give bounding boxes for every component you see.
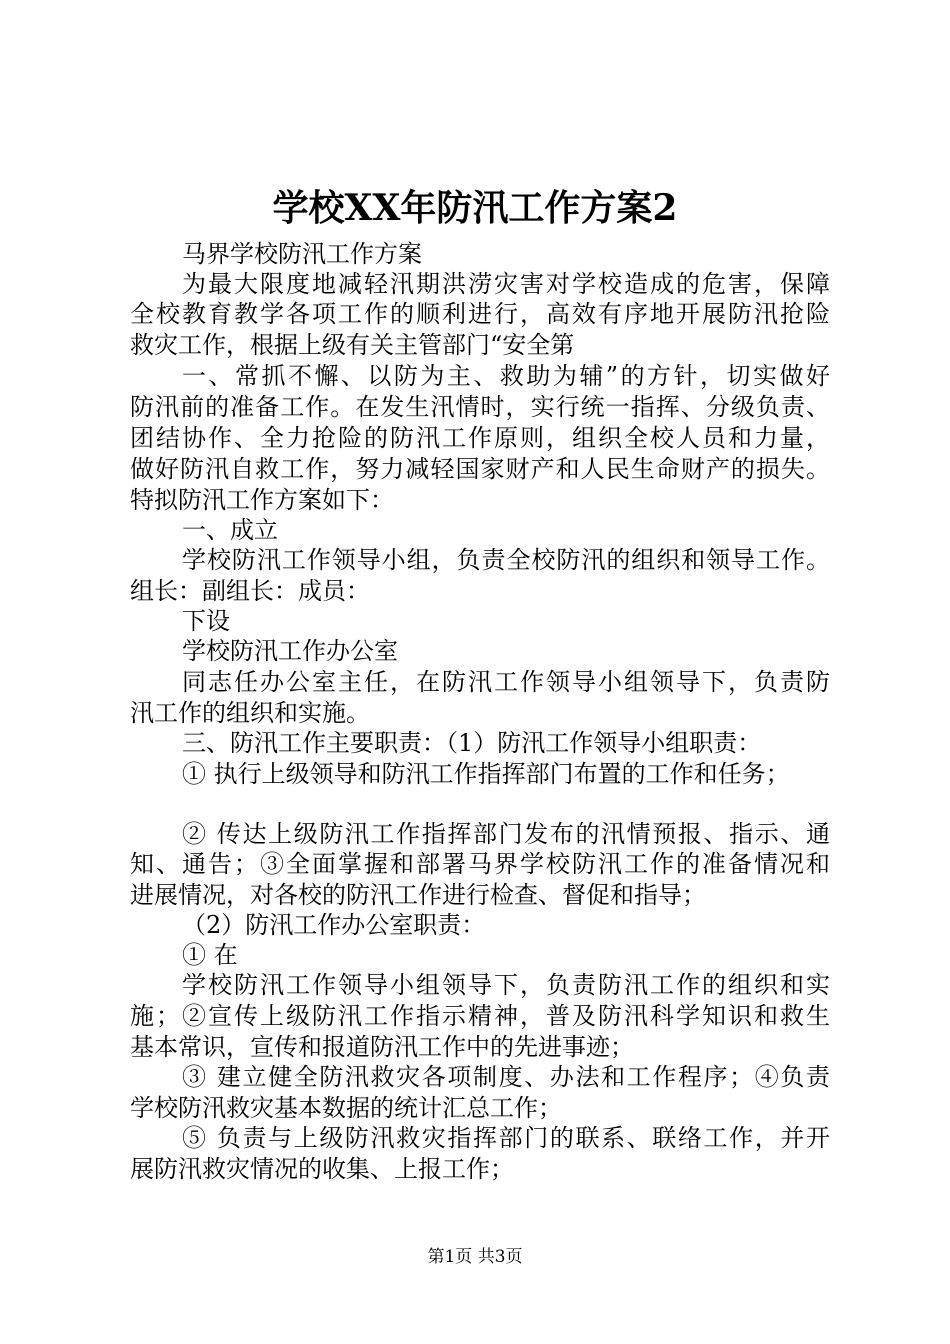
paragraph-line: 学校防汛工作办公室 xyxy=(182,637,398,665)
paragraph-line: 防汛前的准备工作。在发生汛情时，实行统一指挥、分级负责、 xyxy=(130,393,830,421)
paragraph-line: 汛工作的组织和实施。 xyxy=(130,699,370,727)
paragraph-line: 学校防汛救灾基本数据的统计汇总工作； xyxy=(130,1094,562,1122)
paragraph-line: 一、常抓不懈、以防为主、救助为辅”的方针，切实做好 xyxy=(182,362,830,390)
paragraph-line: 为最大限度地减轻汛期洪涝灾害对学校造成的危害，保障 xyxy=(182,270,830,298)
paragraph-line: 展防汛救灾情况的收集、上报工作； xyxy=(130,1155,514,1183)
paragraph-line: ① 在 xyxy=(182,941,238,969)
paragraph-line: 三、防汛工作主要职责：（1）防汛工作领导小组职责： xyxy=(182,729,762,757)
paragraph-line: 全校教育教学各项工作的顺利进行，高效有序地开展防汛抢险 xyxy=(130,300,830,328)
paragraph-line: 特拟防汛工作方案如下： xyxy=(130,486,394,514)
paragraph-line: 学校防汛工作领导小组，负责全校防汛的组织和领导工作。 xyxy=(182,546,830,574)
paragraph-line: ③ 建立健全防汛救灾各项制度、办法和工作程序；④负责 xyxy=(182,1063,830,1091)
paragraph-line: ① 执行上级领导和防汛工作指挥部门布置的工作和任务； xyxy=(182,760,790,788)
paragraph-line: ⑤ 负责与上级防汛救灾指挥部门的联系、联络工作，并开 xyxy=(182,1124,830,1152)
paragraph-line: 基本常识，宣传和报道防汛工作中的先进事迹； xyxy=(130,1033,634,1061)
paragraph-line: 施；②宣传上级防汛工作指示精神，普及防汛科学知识和救生 xyxy=(130,1002,830,1030)
paragraph-line: 同志任办公室主任，在防汛工作领导小组领导下，负责防 xyxy=(182,668,830,696)
paragraph-line: 一、成立 xyxy=(182,516,278,544)
paragraph-line: 救灾工作，根据上级有关主管部门“安全第 xyxy=(130,331,575,359)
page-footer: 第1页 共3页 xyxy=(427,1247,523,1267)
paragraph-line: 下设 xyxy=(182,607,230,635)
paragraph-line: 进展情况，对各校的防汛工作进行检查、督促和指导； xyxy=(130,881,706,909)
paragraph-line: 学校防汛工作领导小组领导下，负责防汛工作的组织和实 xyxy=(182,971,830,999)
paragraph-line: 组长：副组长：成员： xyxy=(130,577,370,605)
paragraph-line: 做好防汛自救工作，努力减轻国家财产和人民生命财产的损失。 xyxy=(130,455,830,483)
paragraph-line: （2）防汛工作办公室职责： xyxy=(182,911,486,939)
paragraph-line: 马界学校防汛工作方案 xyxy=(182,240,422,268)
document-title: 学校XX年防汛工作方案2 xyxy=(272,187,678,229)
paragraph-line: ② 传达上级防汛工作指挥部门发布的汛情预报、指示、通 xyxy=(182,820,830,848)
paragraph-line: 知、通告；③全面掌握和部署马界学校防汛工作的准备情况和 xyxy=(130,850,830,878)
paragraph-line: 团结协作、全力抢险的防汛工作原则，组织全校人员和力量， xyxy=(130,424,830,452)
